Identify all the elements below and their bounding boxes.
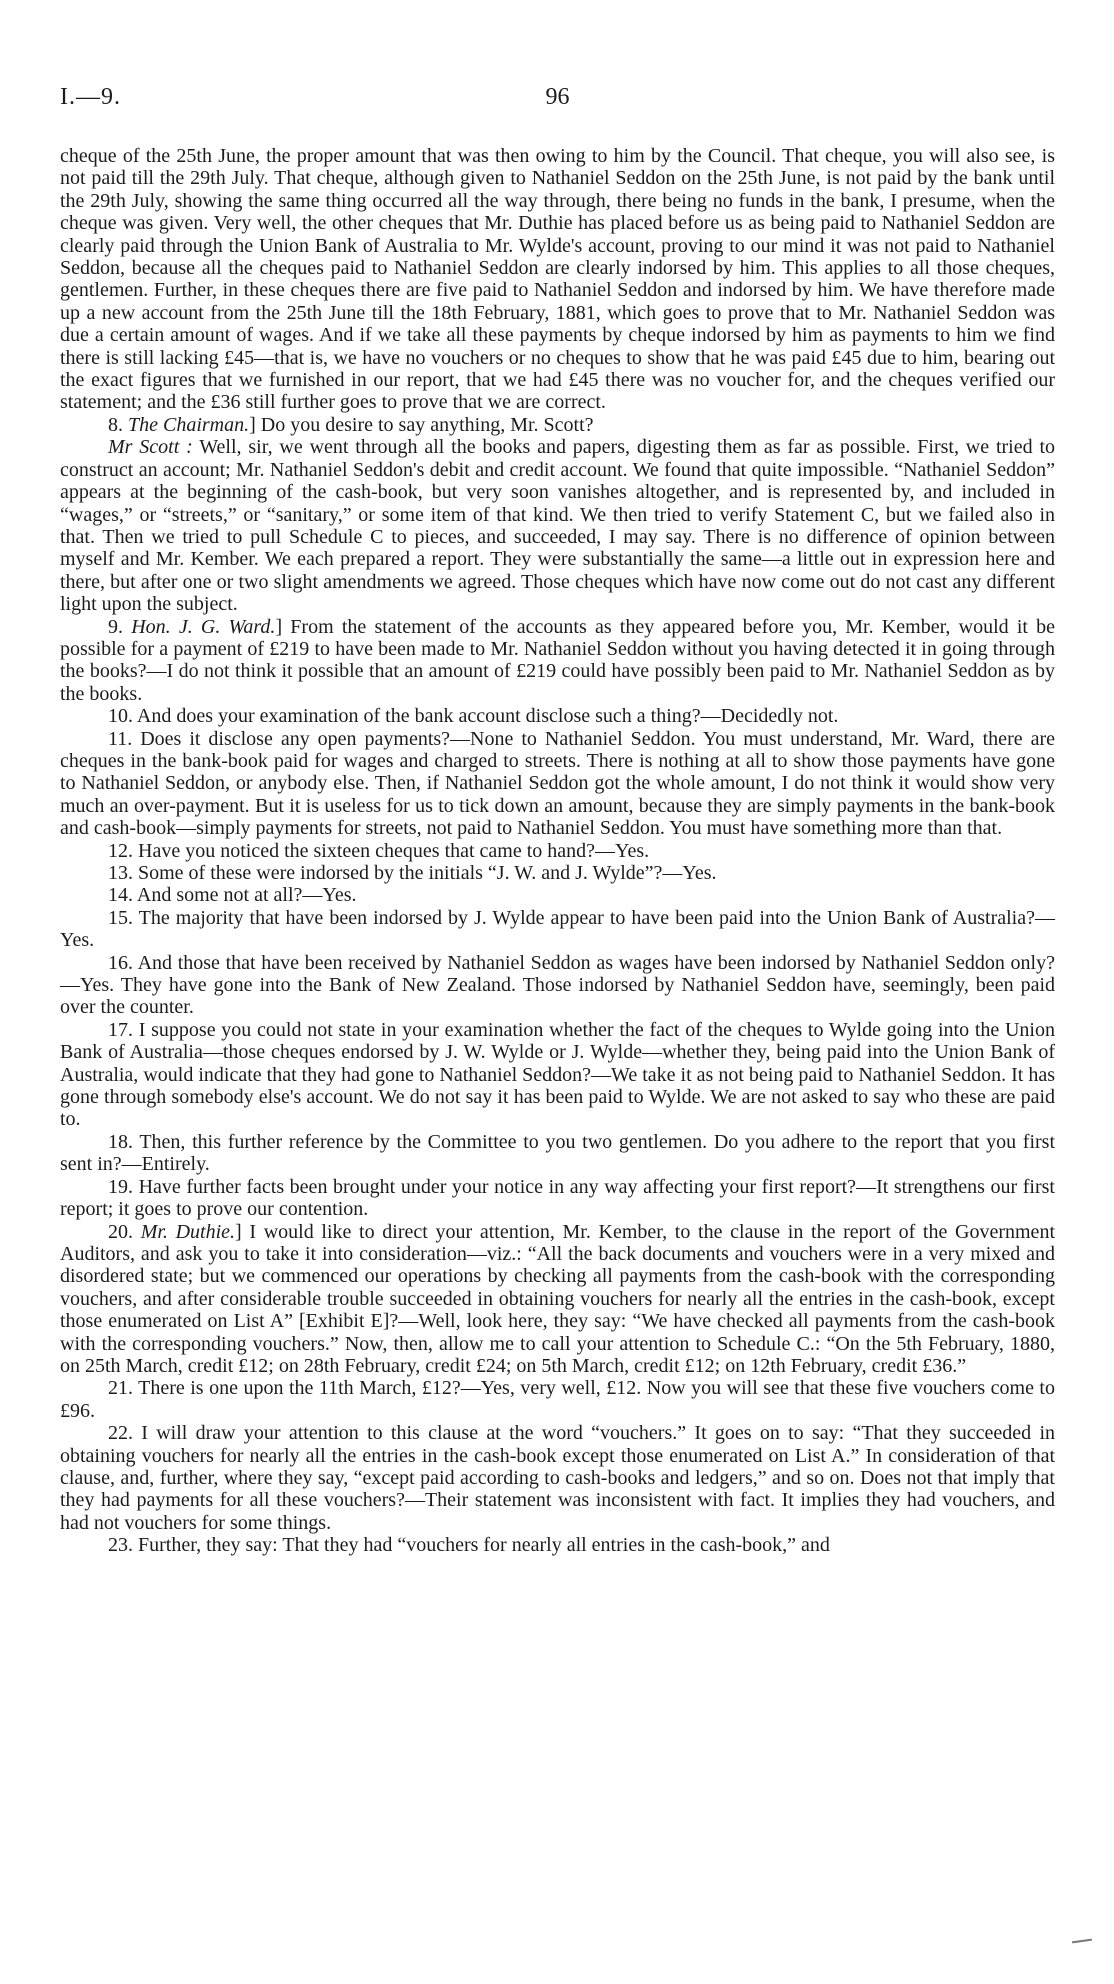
paragraph (60, 1131, 1055, 1176)
paragraph-text: ] Do you desire to say anything, Mr. Scott? (249, 413, 594, 436)
speaker-name: The Chairman. (128, 413, 250, 436)
paragraph-text: 13. Some of these were indorsed by the initials “J. W. and J. Wylde”?—Yes. (108, 862, 717, 884)
paragraph-text: 23. Further, they say: That they had “vouchers for nearly all entries in the cash-book,” and (108, 1534, 830, 1557)
paragraph (60, 728, 1055, 840)
paragraph (60, 884, 1055, 906)
paragraph (60, 414, 1055, 436)
paragraph (60, 862, 1055, 884)
speaker-name: Mr. Duthie. (140, 1220, 236, 1243)
paragraph-text: ] From the statement of the accounts as they appeared before you, Mr. Kember, would it be possible for a payment of £219 to have been made to Mr. Nathaniel Seddon without you having detected it in going through the books?—I do not think it possible that an amount of £219 could have possibly been paid to Mr. Nathaniel Seddon as by the books. (60, 615, 1056, 705)
paragraph-text: 16. And those that have been received by Nathaniel Seddon as wages have been indorsed by Nathaniel Seddon only?—Yes. They have gone into the Bank of New Zealand. Those indorsed by Nathaniel Seddon have, seemingly, been paid over the counter. (60, 951, 1055, 1019)
page-header (60, 84, 1055, 114)
paragraph (60, 1534, 1055, 1556)
paragraph (60, 145, 1055, 414)
paragraph (60, 1422, 1055, 1534)
paragraph (60, 840, 1055, 862)
paragraph-text: 12. Have you noticed the sixteen cheques that came to hand?—Yes. (108, 839, 650, 862)
paragraph (60, 952, 1055, 1019)
page-number: 96 (545, 84, 570, 110)
paragraph (60, 705, 1055, 727)
paragraph (60, 616, 1055, 706)
paragraph-text: 9. (108, 615, 132, 638)
paragraph-text: 22. I will draw your attention to this clause at the word “vouchers.” It goes on to say: “That they succeeded in obtaining vouchers for nearly all the entries in the cash-book except those enumerated on List A.” In consideration of that clause, and, further, where they say, “except paid according to cash-books and ledgers,” and so on. Does not that imply that they had payments for all these vouchers?—Their statement was inconsistent with fact. It implies they had vouchers, and had not vouchers for some things. (60, 1422, 1055, 1534)
paragraph-text: 21. There is one upon the 11th March, £12?—Yes, very well, £12. Now you will see that these five vouchers come to £96. (60, 1377, 1055, 1422)
paragraph-text: 19. Have further facts been brought under your notice in any way affecting your first report?—It strengthens our first report; it goes to prove our contention. (60, 1175, 1055, 1221)
paragraph-text: 15. The majority that have been indorsed by J. Wylde appear to have been paid into the Union Bank of Australia?—Yes. (60, 906, 1055, 952)
paragraph-text: Well, sir, we went through all the books and papers, digesting them as far as possible. First, we tried to construct an account; Mr. Nathaniel Seddon's debit and credit account. We found that quite impossible. “Nathaniel Seddon” appears at the beginning of the cash-book, but very soon vanishes altogether, and is represented by, and included in “wages,” or “streets,” or “sanitary,” or some item of that kind. We then tried to verify Statement C, but we failed also in that. Then we tried to pull Schedule C to pieces, and succeeded, I may say. There is no difference of opinion between myself and Mr. Kember. We each prepared a report. They were substantially the same—a little out in expression here and there, but after one or two slight amendments we agreed. Those cheques which have now come out do not cast any different light upon the subject. (60, 436, 1055, 616)
document-reference: I.—9. (60, 84, 121, 110)
paragraph-text: 14. And some not at all?—Yes. (108, 884, 357, 907)
paragraph-text: 8. (108, 413, 128, 436)
paragraph-text: 10. And does your examination of the bank account disclose such a thing?—Decidedly not. (108, 705, 839, 728)
paragraph (60, 1176, 1055, 1221)
speaker-name: Mr Scott : (108, 436, 193, 459)
paragraph-text: cheque of the 25th June, the proper amount that was then owing to him by the Council. That cheque, you will also see, is not paid till the 29th July. That cheque, although given to Nathaniel Seddon on the 25th June, is not paid by the bank until the 29th July, showing the same thing occurred all the way through, there being no funds in the bank, I presume, when the cheque was given. Very well, the other cheques that Mr. Duthie has placed before us as being paid to Nathaniel Seddon are clearly paid through the Union Bank of Australia to Mr. Wylde's account, proving to our mind it was not paid to Nathaniel Seddon, because all the cheques paid to Nathaniel Seddon are clearly indorsed by him. This applies to all those cheques, gentlemen. Further, in these cheques there are five paid to Nathaniel Seddon and indorsed by him. We have therefore made up a new account from the 25th June till the 18th February, 1881, which goes to prove that to Mr. Nathaniel Seddon was due a certain amount of wages. And if we take all these payments by cheque indorsed by him as payments to him we find there is still lacking £45—that is, we have no vouchers or no cheques to show that he was paid £45 due to him, bearing out the exact figures that we furnished in our report, that we had £45 there was no voucher for, and the cheques verified our statement; and the £36 still further goes to prove that we are correct. (60, 145, 1055, 414)
paragraph (60, 1019, 1055, 1131)
paragraph (60, 1221, 1055, 1378)
paragraph-text: 18. Then, this further reference by the Committee to you two gentlemen. Do you adhere to the report that you first sent in?—Entirely. (60, 1130, 1055, 1176)
document-body (60, 145, 1055, 1557)
paragraph-text: 20. (108, 1220, 141, 1243)
margin-mark (1072, 1939, 1092, 1944)
paragraph (60, 1377, 1055, 1422)
paragraph-text: 11. Does it disclose any open payments?—None to Nathaniel Seddon. You must understand, Mr. Ward, there are cheques in the bank-book paid for wages and charged to streets. There is nothing at all to show those payments have gone to Nathaniel Seddon, or anybody else. Then, if Nathaniel Seddon got the whole amount, I do not think it would show very much an over-payment. But it is useless for us to tick down an amount, because they are simply payments in the bank-book and cash-book—simply payments for streets, not paid to Nathaniel Seddon. You must have something more than that. (60, 727, 1055, 840)
paragraph (60, 907, 1055, 952)
paragraph-text: 17. I suppose you could not state in your examination whether the fact of the cheques to Wylde going into the Union Bank of Australia—those cheques endorsed by J. W. Wylde or J. Wylde—whether they, being paid into the Union Bank of Australia, would indicate that they had gone to Nathaniel Seddon?—We take it as not being paid to Nathaniel Seddon. It has gone through somebody else's account. We do not say it has been paid to Wylde. We are not asked to say who these are paid to. (60, 1018, 1055, 1131)
speaker-name: Hon. J. G. Ward. (131, 615, 276, 638)
paragraph-text: ] I would like to direct your attention, Mr. Kember, to the clause in the report of the Government Auditors, and ask you to take it into consideration—viz.: “All the back documents and vouchers were in a very mixed and disordered state; but we commenced our operations by checking all payments from the cash-book with the corresponding vouchers, and after considerable trouble succeeded in obtaining vouchers for nearly all the entries in the cash-book, except those enumerated on List A” [Exhibit E]?—Well, look here, they say: “We have checked all payments from the cash-book with the corresponding vouchers.” Now, then, allow me to call your attention to Schedule C.: “On the 5th February, 1880, on 25th March, credit £12; on 28th February, credit £24; on 5th March, credit £12; on 12th February, credit £36.” (60, 1220, 1055, 1377)
paragraph (60, 436, 1055, 615)
